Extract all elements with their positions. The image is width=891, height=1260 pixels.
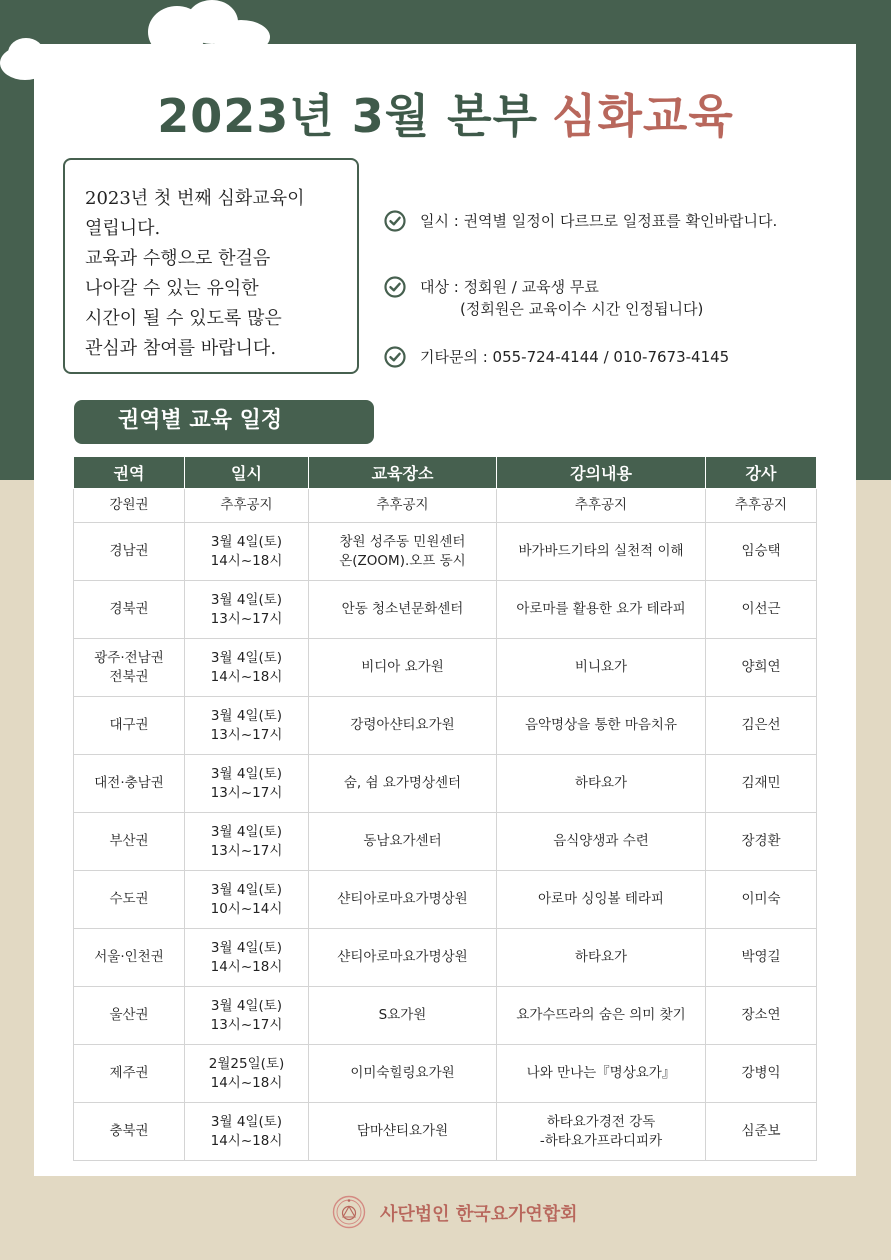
cell-line: 온(ZOOM).오프 동시 <box>339 552 466 569</box>
cell-line: 요가수뜨라의 숨은 의미 찾기 <box>516 1007 686 1023</box>
date-cell <box>185 1103 309 1161</box>
cell-line: 14시~18시 <box>210 958 283 975</box>
cell-line: -하타요가프라디피카 <box>539 1132 663 1149</box>
cell-line: 울산권 <box>109 1007 149 1023</box>
place-cell <box>309 523 497 581</box>
info-text: 일시 : 권역별 일정이 다르므로 일정표를 확인바랍니다. <box>420 212 778 230</box>
intro-line: 2023년 첫 번째 심화교육이 <box>85 188 305 209</box>
cell-line: 3월 4일(토) <box>210 939 283 956</box>
instructor-cell: 이미숙 <box>706 871 817 929</box>
organization-name: 사단법인 한국요가연합회 <box>380 1204 578 1225</box>
intro-line: 열립니다. <box>85 218 161 239</box>
cell-line: 추후공지 <box>376 497 429 513</box>
cell-line: 13시~17시 <box>210 610 283 627</box>
instructor-cell: 김재민 <box>706 755 817 813</box>
content-cell <box>497 1045 706 1103</box>
cell-line: 바가바드기타의 실천적 이해 <box>518 543 684 559</box>
instructor-cell: 강병익 <box>706 1045 817 1103</box>
region-cell <box>74 1103 185 1161</box>
region-cell <box>74 523 185 581</box>
cell-line: 나와 만나는『명상요가』 <box>526 1065 676 1081</box>
content-cell <box>497 489 706 523</box>
cell-line: 14시~18시 <box>210 1074 283 1091</box>
table-row <box>74 1045 817 1103</box>
table-row <box>74 813 817 871</box>
instructor-cell: 임승택 <box>706 523 817 581</box>
date-cell <box>185 987 309 1045</box>
cell-line: 전북권 <box>109 668 149 685</box>
cell-line: 창원 성주동 민원센터 <box>339 533 466 550</box>
page-title <box>0 80 891 146</box>
info-text: 대상 : 정회원 / 교육생 무료 <box>420 278 599 296</box>
cell-line: 13시~17시 <box>210 784 283 801</box>
place-cell <box>309 755 497 813</box>
check-circle-icon <box>384 346 406 368</box>
cell-line: 추후공지 <box>220 497 273 513</box>
header-content: 강의내용 <box>497 457 706 489</box>
place-cell <box>309 1045 497 1103</box>
region-cell <box>74 489 185 523</box>
cell-line: 광주·전남권 <box>94 649 164 666</box>
cell-line: 제주권 <box>109 1065 149 1081</box>
cell-line: 담마샨티요가원 <box>356 1123 449 1139</box>
cell-line: 추후공지 <box>574 497 628 513</box>
content-cell <box>497 523 706 581</box>
date-cell <box>185 523 309 581</box>
cell-line: 부산권 <box>109 833 149 849</box>
cell-line: 10시~14시 <box>210 900 283 917</box>
cell-line: 충북권 <box>109 1123 149 1139</box>
check-circle-icon <box>384 210 406 232</box>
instructor-cell: 양희연 <box>706 639 817 697</box>
cell-line: 안동 청소년문화센터 <box>341 601 464 617</box>
cell-line: 3월 4일(토) <box>210 1113 283 1130</box>
region-cell <box>74 1045 185 1103</box>
association-emblem-icon <box>332 1195 366 1229</box>
instructor-cell: 추후공지 <box>706 489 817 523</box>
place-cell <box>309 987 497 1045</box>
date-cell <box>185 581 309 639</box>
cell-line: 하타요가경전 강독 <box>546 1113 656 1130</box>
cell-line: 비니요가 <box>574 659 628 675</box>
cell-line: 14시~18시 <box>210 668 283 685</box>
region-cell <box>74 929 185 987</box>
cell-line: 음악명상을 통한 마음치유 <box>524 717 678 733</box>
cell-line: 3월 4일(토) <box>210 533 283 550</box>
cell-line: 대전·충남권 <box>94 775 164 791</box>
table-header-row <box>74 457 817 489</box>
cell-line: 3월 4일(토) <box>210 765 283 782</box>
cell-line: 경북권 <box>109 601 149 617</box>
header-region: 권역 <box>74 457 185 489</box>
cell-line: 대구권 <box>109 717 149 733</box>
cell-line: 14시~18시 <box>210 1132 283 1149</box>
cell-line: 강원권 <box>109 497 149 513</box>
cell-line: 경남권 <box>109 543 149 559</box>
date-cell <box>185 697 309 755</box>
cell-line: 3월 4일(토) <box>210 707 283 724</box>
header-date: 일시 <box>185 457 309 489</box>
content-cell <box>497 581 706 639</box>
table-row <box>74 697 817 755</box>
check-circle-icon <box>384 276 406 298</box>
cell-line: 아로마를 활용한 요가 테라피 <box>516 601 686 617</box>
cell-line: 수도권 <box>109 891 149 907</box>
table-row <box>74 639 817 697</box>
table-row <box>74 987 817 1045</box>
cell-line: 숨, 쉼 요가명상센터 <box>343 775 462 791</box>
cell-line: 3월 4일(토) <box>210 881 283 898</box>
intro-line: 교육과 수행으로 한걸음 <box>85 248 271 269</box>
region-cell <box>74 581 185 639</box>
date-cell <box>185 871 309 929</box>
cell-line: 13시~17시 <box>210 1016 283 1033</box>
header-instructor: 강사 <box>706 457 817 489</box>
place-cell <box>309 1103 497 1161</box>
section-title: 권역별 교육 일정 <box>74 400 374 444</box>
place-cell <box>309 871 497 929</box>
info-subtext: (정회원은 교육이수 시간 인정됩니다) <box>460 300 704 318</box>
region-cell <box>74 813 185 871</box>
intro-line: 관심과 참여를 바랍니다. <box>85 338 277 359</box>
instructor-cell: 장경환 <box>706 813 817 871</box>
cell-line: 13시~17시 <box>210 726 283 743</box>
content-cell <box>497 1103 706 1161</box>
date-cell <box>185 813 309 871</box>
place-cell <box>309 581 497 639</box>
cell-line: 하타요가 <box>574 775 628 791</box>
cell-line: 샨티아로마요가명상원 <box>337 891 468 907</box>
cell-line: 3월 4일(토) <box>210 997 283 1014</box>
intro-line: 나아갈 수 있는 유익한 <box>85 278 259 299</box>
cell-line: 2월25일(토) <box>208 1055 285 1072</box>
region-cell <box>74 871 185 929</box>
place-cell <box>309 697 497 755</box>
schedule-table <box>73 456 817 1161</box>
place-cell <box>309 813 497 871</box>
intro-line: 시간이 될 수 있도록 많은 <box>85 308 282 329</box>
cell-line: 서울·인천권 <box>94 949 164 965</box>
region-cell <box>74 755 185 813</box>
table-row <box>74 755 817 813</box>
table-row <box>74 523 817 581</box>
cell-line: 아로마 싱잉볼 테라피 <box>538 891 664 907</box>
region-cell <box>74 639 185 697</box>
cell-line: 강령아샨티요가원 <box>350 717 455 733</box>
date-cell <box>185 1045 309 1103</box>
cell-line: 14시~18시 <box>210 552 283 569</box>
content-cell <box>497 639 706 697</box>
cell-line: 비디아 요가원 <box>361 659 444 675</box>
date-cell <box>185 929 309 987</box>
table-row <box>74 489 817 523</box>
cell-line: 샨티아로마요가명상원 <box>337 949 468 965</box>
content-cell <box>497 929 706 987</box>
title-part2: 심화교육 <box>552 89 734 143</box>
table-row <box>74 871 817 929</box>
instructor-cell: 김은선 <box>706 697 817 755</box>
date-cell <box>185 489 309 523</box>
instructor-cell: 이선근 <box>706 581 817 639</box>
content-cell <box>497 813 706 871</box>
content-cell <box>497 987 706 1045</box>
intro-box <box>63 158 359 374</box>
place-cell <box>309 929 497 987</box>
title-part1: 2023년 3월 본부 <box>157 89 539 143</box>
cell-line: 하타요가 <box>574 949 628 965</box>
date-cell <box>185 755 309 813</box>
table-row <box>74 581 817 639</box>
table-row <box>74 1103 817 1161</box>
place-cell <box>309 489 497 523</box>
date-cell <box>185 639 309 697</box>
cell-line: S요가원 <box>378 1007 427 1023</box>
cell-line: 13시~17시 <box>210 842 283 859</box>
instructor-cell: 심준보 <box>706 1103 817 1161</box>
cell-line: 동남요가센터 <box>363 833 442 849</box>
cell-line: 3월 4일(토) <box>210 591 283 608</box>
instructor-cell: 장소연 <box>706 987 817 1045</box>
cell-line: 3월 4일(토) <box>210 649 283 666</box>
region-cell <box>74 987 185 1045</box>
header-place: 교육장소 <box>309 457 497 489</box>
cell-line: 이미숙힐링요가원 <box>350 1065 455 1081</box>
cell-line: 음식양생과 수련 <box>553 833 649 849</box>
content-cell <box>497 755 706 813</box>
place-cell <box>309 639 497 697</box>
instructor-cell: 박영길 <box>706 929 817 987</box>
region-cell <box>74 697 185 755</box>
content-cell <box>497 697 706 755</box>
content-cell <box>497 871 706 929</box>
cell-line: 3월 4일(토) <box>210 823 283 840</box>
table-row <box>74 929 817 987</box>
info-text: 기타문의 : 055-724-4144 / 010-7673-4145 <box>420 348 730 366</box>
